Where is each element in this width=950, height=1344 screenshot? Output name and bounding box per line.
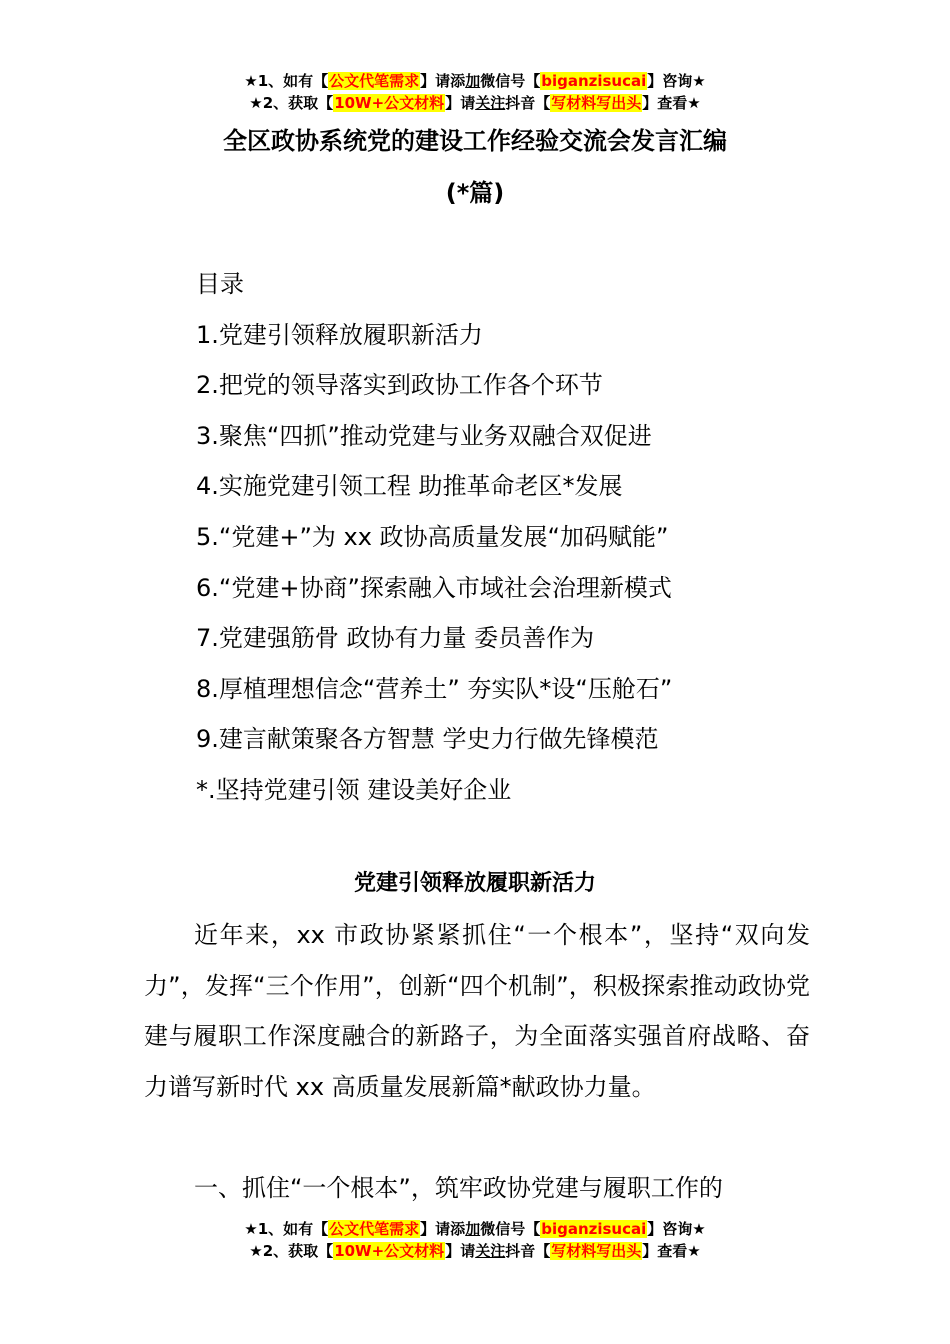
promo-line-1 [0, 1218, 950, 1240]
promo-underline: 关注 [475, 94, 506, 112]
toc-item: 5.“党建+”为 xx 政协高质量发展“加码赋能” [196, 522, 669, 551]
promo-text: 】查看★ [642, 1242, 701, 1260]
promo-douyin-id: 写材料写出头 [551, 1242, 642, 1260]
toc-item: 7.党建强筋骨 政协有力量 委员善作为 [196, 624, 595, 653]
promo-text: 抖音【 [505, 94, 551, 112]
toc-item: 9.建言献策聚各方智慧 学史力行做先锋模范 [196, 725, 659, 754]
body-paragraph: 一、抓住“一个根本”，筑牢政协党建与履职工作的 [194, 1174, 723, 1202]
toc-item: 6.“党建+协商”探索融入市域社会治理新模式 [196, 573, 672, 602]
document-title: 全区政协系统党的建设工作经验交流会发言汇编 [223, 127, 727, 155]
promo-text: ★2、获取【 [249, 94, 334, 112]
promo-text: ★1、如有【 [244, 1220, 329, 1238]
promo-text: ★1、如有【 [244, 72, 329, 90]
promo-text: 】查看★ [642, 94, 701, 112]
promo-highlight: 公文代笔需求 [329, 1220, 420, 1238]
toc-item: 4.实施党建引领工程 助推革命老区*发展 [196, 472, 623, 501]
promo-wechat-id: biganzisucai [541, 72, 647, 90]
promo-text: 】请 [445, 94, 476, 112]
promo-banner-bottom [0, 1218, 950, 1262]
promo-douyin-id: 写材料写出头 [551, 94, 642, 112]
promo-underline: 加 [465, 72, 481, 90]
promo-text: 抖音【 [505, 1242, 551, 1260]
promo-text: 】咨询★ [647, 72, 706, 90]
promo-wechat-id: biganzisucai [541, 1220, 647, 1238]
promo-text: 】咨询★ [647, 1220, 706, 1238]
promo-text: 】请添 [420, 72, 466, 90]
promo-highlight: 10W+公文材料 [334, 1242, 445, 1260]
toc-item: *.坚持党建引领 建设美好企业 [196, 775, 512, 804]
promo-highlight: 公文代笔需求 [329, 72, 420, 90]
promo-line-2 [0, 1240, 950, 1262]
promo-text: 】请添 [420, 1220, 466, 1238]
promo-text: 微信号【 [480, 1220, 541, 1238]
promo-banner-top [0, 70, 950, 114]
promo-text: 微信号【 [480, 72, 541, 90]
table-of-contents [196, 264, 672, 821]
promo-underline: 加 [465, 1220, 481, 1238]
document-subtitle: (*篇) [445, 179, 505, 207]
promo-text: ★2、获取【 [249, 1242, 334, 1260]
promo-underline: 关注 [475, 1242, 506, 1260]
body-paragraph: 近年来，xx 市政协紧紧抓住“一个根本”，坚持“双向发力”，发挥“三个作用”，创新“四个机制”，积极探索推动政协党建与履职工作深度融合的新路子，为全面落实强首府战略、奋力谱写新时代 xx 高质量发展新篇*献政协力量。 [144, 921, 810, 1101]
section-heading: 党建引领释放履职新活力 [353, 871, 596, 896]
toc-item: 1.党建引领释放履职新活力 [196, 320, 483, 349]
promo-line-1 [0, 70, 950, 92]
promo-line-2 [0, 92, 950, 114]
toc-item: 3.聚焦“四抓”推动党建与业务双融合双促进 [196, 421, 652, 450]
toc-item: 8.厚植理想信念“营养土” 夯实队*设“压舱石” [196, 674, 673, 703]
toc-item: 2.把党的领导落实到政协工作各个环节 [196, 371, 603, 400]
promo-highlight: 10W+公文材料 [334, 94, 445, 112]
promo-text: 】请 [445, 1242, 476, 1260]
toc-heading: 目录 [196, 270, 244, 298]
